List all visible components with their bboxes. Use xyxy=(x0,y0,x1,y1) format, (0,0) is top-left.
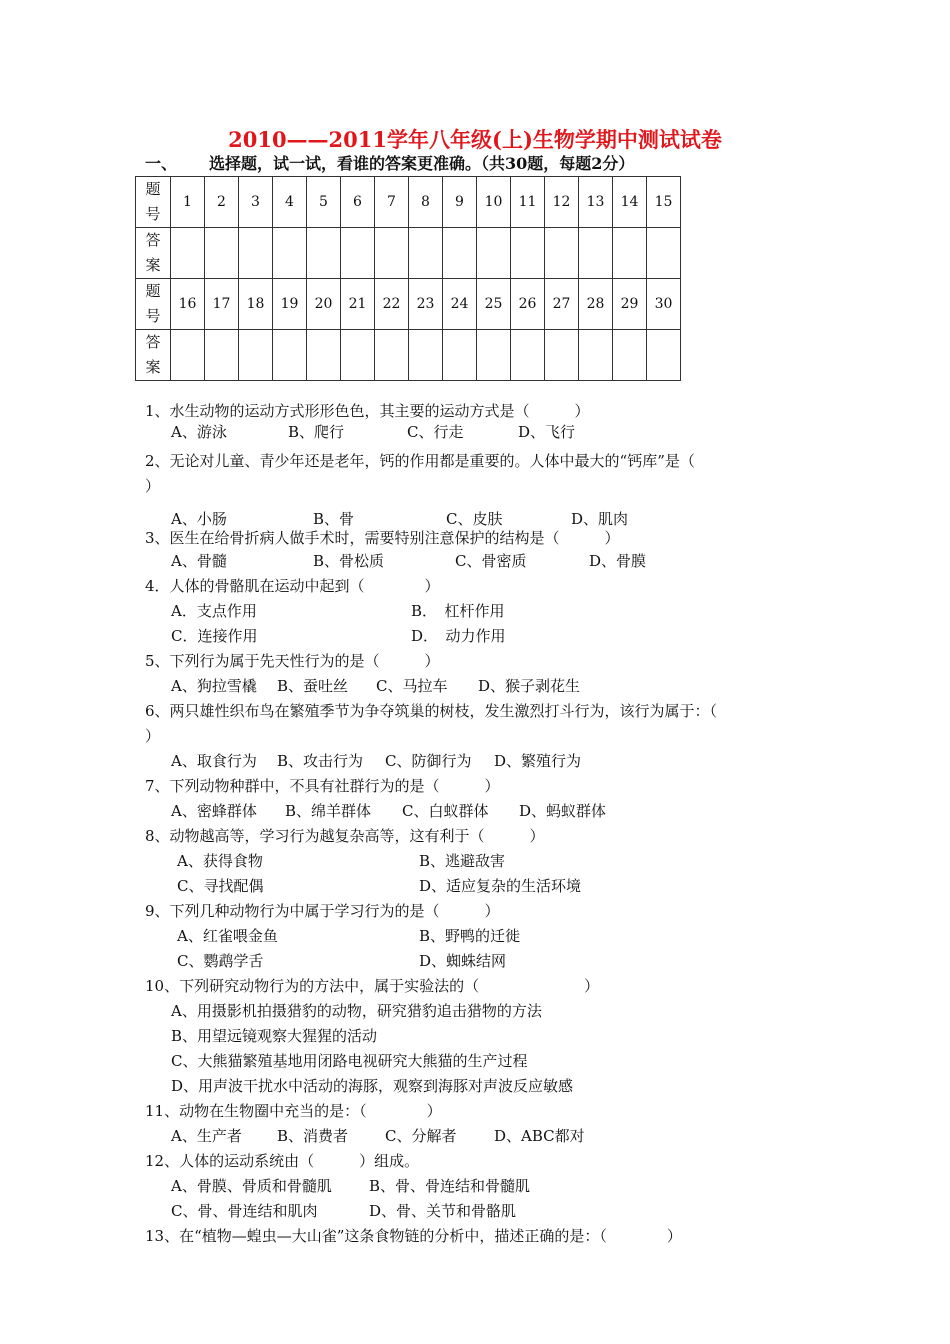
option-row xyxy=(145,424,825,440)
option: A、小肠 xyxy=(171,510,227,528)
question-number-cell: 10 xyxy=(477,177,511,228)
answer-cell[interactable] xyxy=(341,330,375,381)
option: C、防御行为 xyxy=(385,752,472,770)
answer-cell[interactable] xyxy=(273,228,307,279)
option: A、密蜂群体 xyxy=(171,802,257,820)
option: C、鹦鹉学舌 xyxy=(177,952,264,970)
option-row xyxy=(145,549,825,574)
question-stem: 11、动物在生物圈中充当的是：（ ） xyxy=(145,1102,442,1120)
question-number-cell: 3 xyxy=(239,177,273,228)
section-text: 选择题，试一试，看谁的答案更准确。（共30题，每题2分） xyxy=(209,154,635,173)
option-row xyxy=(145,1024,825,1049)
answer-cell[interactable] xyxy=(375,228,409,279)
answer-cell[interactable] xyxy=(477,228,511,279)
number-row xyxy=(136,279,681,330)
option: B、逃避敌害 xyxy=(419,852,506,870)
option: B、骨 xyxy=(313,510,355,528)
option-row xyxy=(145,624,825,649)
option: C、骨、骨连结和肌肉 xyxy=(171,1202,318,1220)
option: B、骨松质 xyxy=(313,552,385,570)
option: D、用声波干扰水中活动的海豚，观察到海豚对声波反应敏感 xyxy=(171,1077,574,1095)
answer-cell[interactable] xyxy=(443,228,477,279)
option: B、爬行 xyxy=(288,423,345,441)
answer-cell[interactable] xyxy=(341,228,375,279)
question-stem: 6、两只雄性织布鸟在繁殖季节为争夺筑巢的树枝，发生激烈打斗行为，该行为属于：（ xyxy=(145,702,718,720)
option: B、用望远镜观察大猩猩的活动 xyxy=(171,1027,378,1045)
option: A、红雀喂金鱼 xyxy=(177,927,278,945)
option: C、寻找配偶 xyxy=(177,877,264,895)
answer-cell[interactable] xyxy=(579,228,613,279)
row-label-number: 题 号 xyxy=(136,177,171,228)
option: C、行走 xyxy=(407,423,464,441)
answer-cell[interactable] xyxy=(613,228,647,279)
question-stem: 7、下列动物种群中，不具有社群行为的是（ ） xyxy=(145,777,500,795)
question-number-cell: 13 xyxy=(579,177,613,228)
question-stem: 4．人体的骨骼肌在运动中起到（ ） xyxy=(145,577,440,595)
section-heading xyxy=(145,151,634,174)
question-number-cell: 7 xyxy=(375,177,409,228)
option-row xyxy=(145,1199,825,1224)
question-stem: 1、水生动物的运动方式形形色色，其主要的运动方式是（ ） xyxy=(145,402,590,420)
question-number-cell: 11 xyxy=(511,177,545,228)
answer-cell[interactable] xyxy=(545,228,579,279)
question-number-cell: 8 xyxy=(409,177,443,228)
option: C、骨密质 xyxy=(455,552,527,570)
question-number-cell: 24 xyxy=(443,279,477,330)
question-number-cell: 4 xyxy=(273,177,307,228)
option: B、消费者 xyxy=(277,1127,349,1145)
answer-cell[interactable] xyxy=(409,330,443,381)
option-row xyxy=(145,599,825,624)
answer-cell[interactable] xyxy=(477,330,511,381)
answer-cell[interactable] xyxy=(647,330,681,381)
option-row xyxy=(145,1124,825,1149)
answer-cell[interactable] xyxy=(647,228,681,279)
option: D、骨、关节和骨骼肌 xyxy=(369,1202,517,1220)
question-number-cell: 20 xyxy=(307,279,341,330)
question-stem-continued: ） xyxy=(145,727,161,745)
option: A．支点作用 xyxy=(171,602,257,620)
option: D、飞行 xyxy=(518,423,576,441)
option: B． 杠杆作用 xyxy=(411,602,505,620)
question-number-cell: 29 xyxy=(613,279,647,330)
option: A、取食行为 xyxy=(171,752,257,770)
question-stem: 3、医生在给骨折病人做手术时，需要特别注意保护的结构是（ ） xyxy=(145,529,620,547)
answer-cell[interactable] xyxy=(307,228,341,279)
question-stem: 13、在“植物—蝗虫—大山雀”这条食物链的分析中，描述正确的是：（ ） xyxy=(145,1227,682,1245)
question-number-cell: 30 xyxy=(647,279,681,330)
answer-row xyxy=(136,228,681,279)
option: C、大熊猫繁殖基地用闭路电视研究大熊猫的生产过程 xyxy=(171,1052,528,1070)
row-label-answer: 答 案 xyxy=(136,330,171,381)
answer-cell[interactable] xyxy=(545,330,579,381)
option: D、蜘蛛结网 xyxy=(419,952,507,970)
question-stem-continued: ） xyxy=(145,477,161,495)
answer-row xyxy=(136,330,681,381)
question-number-cell: 19 xyxy=(273,279,307,330)
answer-cell[interactable] xyxy=(239,330,273,381)
answer-cell[interactable] xyxy=(205,228,239,279)
question-number-cell: 16 xyxy=(171,279,205,330)
question-number-cell: 18 xyxy=(239,279,273,330)
option: D、蚂蚁群体 xyxy=(519,802,607,820)
option: D、ABC都对 xyxy=(494,1127,585,1145)
option: D、肌肉 xyxy=(571,510,629,528)
question-number-cell: 15 xyxy=(647,177,681,228)
question-number-cell: 17 xyxy=(205,279,239,330)
option: B、野鸭的迁徙 xyxy=(419,927,521,945)
option: B、骨、骨连结和骨髓肌 xyxy=(369,1177,531,1195)
option-row xyxy=(145,1074,825,1099)
question-number-cell: 23 xyxy=(409,279,443,330)
option-row xyxy=(145,924,825,949)
question-number-cell: 12 xyxy=(545,177,579,228)
option-row xyxy=(145,510,825,528)
question-number-cell: 2 xyxy=(205,177,239,228)
row-label-number: 题 号 xyxy=(136,279,171,330)
option: C．连接作用 xyxy=(171,627,258,645)
option-row xyxy=(145,799,825,824)
option: B、蚕吐丝 xyxy=(277,677,349,695)
option-row xyxy=(145,1049,825,1074)
section-number: 一、 xyxy=(145,154,178,173)
question-list xyxy=(145,399,825,1249)
option-row xyxy=(145,1174,825,1199)
option: A、用摄影机拍摄猎豹的动物，研究猎豹追击猎物的方法 xyxy=(171,1002,542,1020)
option-row xyxy=(145,999,825,1024)
answer-sheet-table xyxy=(135,176,681,381)
answer-cell[interactable] xyxy=(171,330,205,381)
answer-cell[interactable] xyxy=(375,330,409,381)
option: C、马拉车 xyxy=(376,677,448,695)
answer-cell[interactable] xyxy=(443,330,477,381)
option-row xyxy=(145,749,825,774)
option-row xyxy=(145,674,825,699)
question-number-cell: 22 xyxy=(375,279,409,330)
option: D、骨膜 xyxy=(589,552,647,570)
question-number-cell: 1 xyxy=(171,177,205,228)
option: A、狗拉雪橇 xyxy=(171,677,257,695)
option: C、白蚁群体 xyxy=(402,802,489,820)
option-row xyxy=(145,849,825,874)
option: D、繁殖行为 xyxy=(494,752,582,770)
question-number-cell: 9 xyxy=(443,177,477,228)
option: D、猴子剥花生 xyxy=(478,677,581,695)
option: D． 动力作用 xyxy=(411,627,506,645)
question-number-cell: 21 xyxy=(341,279,375,330)
answer-cell[interactable] xyxy=(511,228,545,279)
option: B、攻击行为 xyxy=(277,752,364,770)
answer-cell[interactable] xyxy=(613,330,647,381)
answer-cell[interactable] xyxy=(511,330,545,381)
page-title: 2010——2011学年八年级(上)生物学期中测试试卷 xyxy=(228,127,722,152)
option: C、皮肤 xyxy=(446,510,503,528)
option: B、绵羊群体 xyxy=(285,802,372,820)
option: A、骨膜、骨质和骨髓肌 xyxy=(171,1177,332,1195)
question-number-cell: 27 xyxy=(545,279,579,330)
question-number-cell: 25 xyxy=(477,279,511,330)
answer-cell[interactable] xyxy=(171,228,205,279)
option-row xyxy=(145,949,825,974)
question-number-cell: 6 xyxy=(341,177,375,228)
option: A、游泳 xyxy=(171,423,227,441)
question-stem: 8、动物越高等，学习行为越复杂高等，这有利于（ ） xyxy=(145,827,545,845)
question-number-cell: 28 xyxy=(579,279,613,330)
option: D、适应复杂的生活环境 xyxy=(419,877,582,895)
question-number-cell: 14 xyxy=(613,177,647,228)
answer-cell[interactable] xyxy=(579,330,613,381)
option: A、生产者 xyxy=(171,1127,242,1145)
option: A、获得食物 xyxy=(177,852,263,870)
row-label-answer: 答 案 xyxy=(136,228,171,279)
question-stem: 5、下列行为属于先天性行为的是（ ） xyxy=(145,652,440,670)
question-stem: 12、人体的运动系统由（ ）组成。 xyxy=(145,1152,420,1170)
question-number-cell: 26 xyxy=(511,279,545,330)
answer-cell[interactable] xyxy=(205,330,239,381)
answer-cell[interactable] xyxy=(239,228,273,279)
answer-cell[interactable] xyxy=(307,330,341,381)
question-stem: 2、无论对儿童、青少年还是老年，钙的作用都是重要的。人体中最大的“钙库”是（ xyxy=(145,452,695,470)
option: A、骨髓 xyxy=(171,552,227,570)
question-stem: 10、下列研究动物行为的方法中，属于实验法的（ ） xyxy=(145,977,600,995)
answer-cell[interactable] xyxy=(409,228,443,279)
answer-cell[interactable] xyxy=(273,330,307,381)
question-number-cell: 5 xyxy=(307,177,341,228)
option-row xyxy=(145,874,825,899)
option: C、分解者 xyxy=(385,1127,457,1145)
question-stem: 9、下列几种动物行为中属于学习行为的是（ ） xyxy=(145,902,500,920)
number-row xyxy=(136,177,681,228)
